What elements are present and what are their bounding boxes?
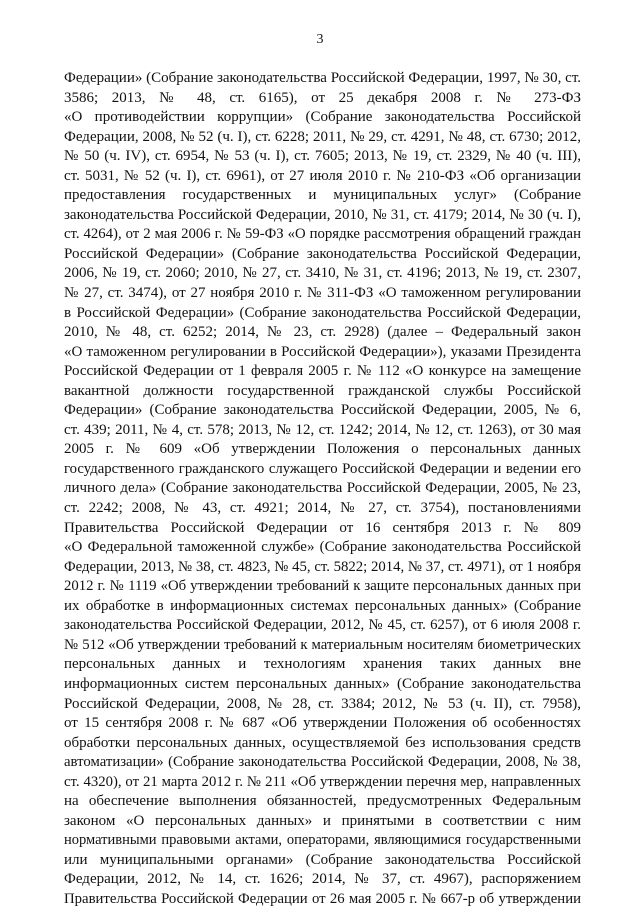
text-line: предоставления государственных и муниципальных услуг» (Собрание (64, 187, 581, 204)
text-line: 2006, № 19, ст. 2060; 2010, № 27, ст. 3410, № 31, ст. 4196; 2013, № 19, ст. 2307, (64, 265, 581, 282)
text-line: ст. 4264), от 2 мая 2006 г. № 59-ФЗ «О порядке рассмотрения обращений граждан (64, 226, 581, 243)
text-line: ст. 4320), от 21 марта 2012 г. № 211 «Об утверждении перечня мер, направленных (64, 773, 581, 790)
text-line: личного дела» (Собрание законодательства Российской Федерации, 2005, № 23, (64, 480, 581, 497)
text-line: государственного гражданского служащего Российской Федерации и ведении его (64, 460, 581, 477)
page-number: 3 (316, 32, 324, 47)
text-line: законодательства Российской Федерации, 2010, № 31, ст. 4179; 2014, № 30 (ч. I), (64, 206, 581, 223)
text-line: Российской Федерации от 1 февраля 2005 г. № 112 «О конкурсе на замещение (64, 363, 581, 380)
body-text (64, 69, 581, 910)
text-line: в Российской Федерации» (Собрание законодательства Российской Федерации, (64, 304, 581, 321)
text-line: нормативными правовыми актами, операторами, являющимися государственными (64, 832, 581, 849)
text-line: Федерации, 2008, № 52 (ч. I), ст. 6228; 2011, № 29, ст. 4291, № 48, ст. 6730; 2012, (64, 128, 581, 145)
text-line: законом «О персональных данных» и принятыми в соответствии с ним (64, 812, 581, 829)
text-line: персональных данных и технологиям хранения таких данных вне (64, 656, 581, 673)
text-line: информационных систем персональных данных» (Собрание законодательства (64, 675, 581, 692)
text-line: № 512 «Об утверждении требований к материальным носителям биометрических (64, 636, 581, 653)
text-line: Российской Федерации, 2008, № 28, ст. 3384; 2012, № 53 (ч. II), ст. 7958), (64, 695, 581, 712)
text-line: обработки персональных данных, осуществляемой без использования средств (64, 734, 581, 751)
text-line: 3586; 2013, № 48, ст. 6165), от 25 декабря 2008 г. № 273-ФЗ (64, 89, 581, 106)
text-line: Федерации» (Собрание законодательства Российской Федерации, 1997, № 30, ст. (64, 70, 581, 86)
text-line: вакантной должности государственной гражданской службы Российской (64, 382, 581, 399)
text-line: 2012 г. № 1119 «Об утверждении требований к защите персональных данных при (64, 578, 581, 595)
text-line: ст. 2242; 2008, № 43, ст. 4921; 2014, № 27, ст. 3754), постановлениями (64, 500, 581, 517)
text-line: или муниципальными органами» (Собрание законодательства Российской (64, 851, 581, 868)
text-line: Федерации, 2013, № 38, ст. 4823, № 45, ст. 5822; 2014, № 37, ст. 4971), от 1 ноября (64, 558, 581, 575)
text-line: ст. 5031, № 52 (ч. I), ст. 6961), от 27 июля 2010 г. № 210-ФЗ «Об организации (64, 167, 581, 184)
text-line: законодательства Российской Федерации, 2012, № 45, ст. 6257), от 6 июля 2008 г. (64, 617, 581, 634)
text-line: № 50 (ч. IV), ст. 6954, № 53 (ч. I), ст. 7605; 2013, № 19, ст. 2329, № 40 (ч. III), (64, 148, 581, 165)
text-line: Федерации, 2012, № 14, ст. 1626; 2014, № 37, ст. 4967), распоряжением (64, 871, 581, 888)
text-line: 2010, № 48, ст. 6252; 2014, № 23, ст. 2928) (далее – Федеральный закон (64, 324, 581, 341)
text-line: «О противодействии коррупции» (Собрание законодательства Российской (64, 109, 581, 126)
text-line: № 27, ст. 3474), от 27 ноября 2010 г. № 311-ФЗ «О таможенном регулировании (64, 285, 581, 302)
text-line: «О таможенном регулировании в Российской Федерации»), указами Президента (64, 343, 581, 360)
text-line: автоматизации» (Собрание законодательства Российской Федерации, 2008, № 38, (64, 754, 581, 771)
text-line: от 15 сентября 2008 г. № 687 «Об утверждении Положения об особенностях (64, 715, 581, 732)
text-line: Правительства Российской Федерации от 16 сентября 2013 г. № 809 (64, 519, 581, 536)
text-line: «О Федеральной таможенной службе» (Собрание законодательства Российской (64, 539, 581, 556)
text-line: Федерации» (Собрание законодательства Российской Федерации, 2005, № 6, (64, 402, 581, 419)
text-line: Российской Федерации» (Собрание законодательства Российской Федерации, (64, 245, 581, 262)
text-line: Правительства Российской Федерации от 26 мая 2005 г. № 667-р об утверждении (64, 890, 581, 907)
text-line: на обеспечение выполнения обязанностей, предусмотренных Федеральным (64, 793, 581, 810)
text-line: 2005 г. № 609 «Об утверждении Положения о персональных данных (64, 441, 581, 458)
text-line: ст. 439; 2011, № 4, ст. 578; 2013, № 12, ст. 1242; 2014, № 12, ст. 1263), от 30 мая (64, 421, 581, 438)
text-line: их обработке в информационных системах персональных данных» (Собрание (64, 597, 581, 614)
